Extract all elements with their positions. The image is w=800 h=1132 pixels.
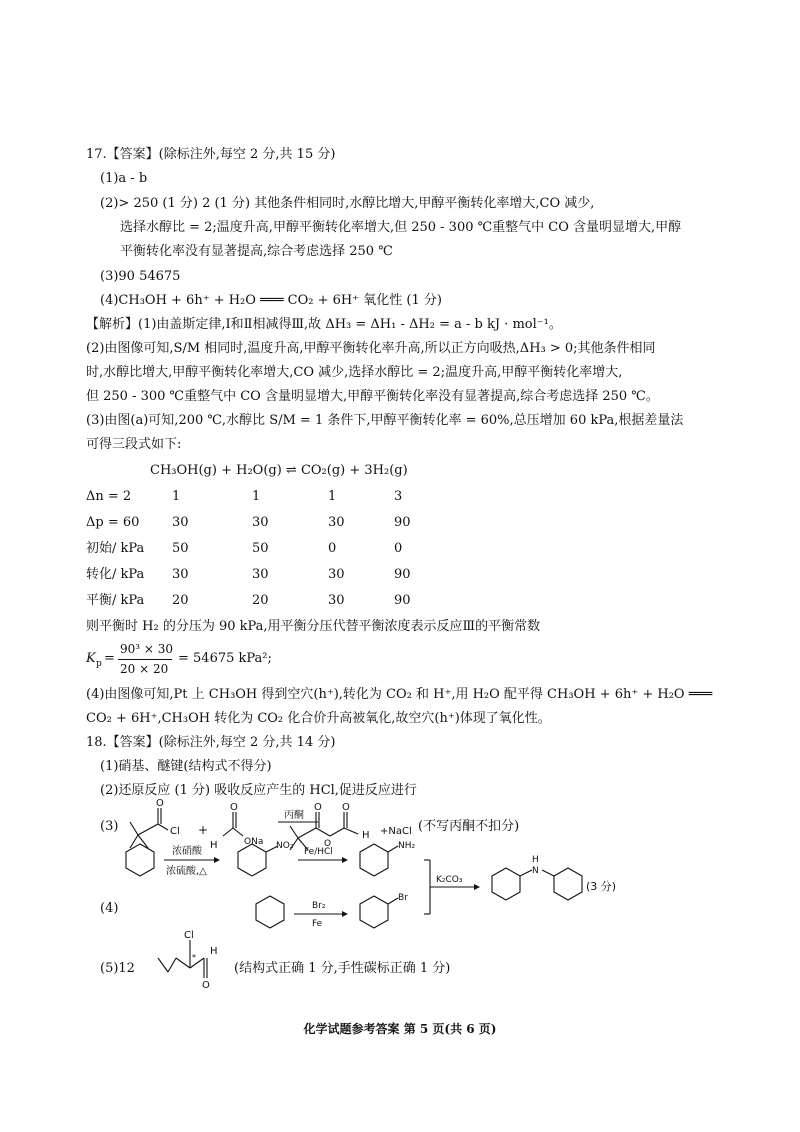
- row-label: 初始/ kPa: [86, 541, 145, 556]
- cell: 90: [394, 515, 411, 530]
- kp-symbol: K: [86, 651, 96, 666]
- amine-n-label: N: [532, 866, 539, 876]
- bromination-condition-top: Br₂: [312, 901, 326, 911]
- q18-answer-2: (2)还原反应 (1 分) 吸收反应产生的 HCl,促进反应进行: [100, 783, 417, 798]
- q18-answer-1: (1)硝基、醚键(结构式不得分): [100, 759, 272, 774]
- table-row: [0, 540, 800, 558]
- table-row: [0, 566, 800, 584]
- q17-answer-2-line2: 选择水醇比 = 2;温度升高,甲醇平衡转化率增大,但 250 - 300 ℃重整气中 CO 含量明显增大,甲醇: [120, 220, 682, 235]
- q18-answer-4-label: (4): [100, 901, 119, 916]
- benzene-ring: [360, 844, 388, 876]
- q17-answer-2-line3: 平衡转化率没有显著提高,综合考虑选择 250 ℃: [120, 244, 393, 259]
- cell: 30: [328, 515, 345, 530]
- arrow-head-icon: [214, 857, 220, 863]
- bromination-condition-bottom: Fe: [312, 919, 323, 929]
- cell: 30: [172, 515, 189, 530]
- table-row: [0, 514, 800, 532]
- cell: 20: [172, 593, 189, 608]
- nitration-condition-top: 浓硝酸: [172, 846, 202, 857]
- cell: 90: [394, 593, 411, 608]
- cell: 0: [328, 541, 337, 556]
- amino-label: NH₂: [398, 841, 416, 851]
- amine-h-label: H: [532, 855, 539, 865]
- cell: 1: [252, 489, 261, 504]
- q17-answer-4: (4)CH₃OH + 6h⁺ + H₂O ═══ CO₂ + 6H⁺ 氧化性 (1 分): [100, 293, 442, 308]
- carbonyl-o-label: O: [156, 798, 164, 809]
- chloro-label: Cl: [184, 930, 194, 941]
- cell: 30: [172, 567, 189, 582]
- cell: 0: [394, 541, 403, 556]
- cell: 50: [172, 541, 189, 556]
- coupling-condition: K₂CO₃: [436, 875, 463, 885]
- cell: 30: [328, 593, 345, 608]
- kp-denominator: 20 × 20: [120, 662, 169, 676]
- kp-result: = 54675 kPa²;: [178, 651, 272, 666]
- row-label: 转化/ kPa: [86, 567, 145, 582]
- cell: 3: [394, 489, 403, 504]
- cell: 30: [328, 567, 345, 582]
- chloride-label: Cl: [170, 826, 180, 837]
- q17-explain-2-line1: (2)由图像可知,S/M 相同时,温度升高,甲醇平衡转化率升高,所以正方向吸热,ΔH₃ > 0;其他条件相同: [86, 341, 656, 356]
- reduction-condition: Fe/HCl: [304, 847, 333, 857]
- nacl-label: +NaCl: [380, 826, 412, 837]
- q17-explain-3-line1: (3)由图(a)可知,200 ℃,水醇比 S/M = 1 条件下,甲醇平衡转化率 = 60%,总压增加 60 kPa,根据差量法: [86, 413, 684, 428]
- benzene-ring: [126, 844, 154, 876]
- benzene-ring: [238, 844, 266, 876]
- formate-o-label: O: [230, 802, 238, 813]
- table-row: [0, 592, 800, 610]
- terminal-h-label: H: [362, 830, 370, 841]
- cell: 30: [252, 515, 269, 530]
- arrow-head-icon: [474, 884, 480, 890]
- ona-label: ONa: [244, 837, 264, 847]
- chiral-carbon-mark: *: [192, 953, 196, 962]
- q17-explain-1: 【解析】(1)由盖斯定律,Ⅰ和Ⅱ相减得Ⅲ,故 ΔH₃ = ΔH₁ - ΔH₂ = a - b kJ · mol⁻¹。: [86, 317, 562, 332]
- q17-answer-2-line1: (2)> 250 (1 分) 2 (1 分) 其他条件相同时,水醇比增大,甲醇平衡转化率增大,CO 减少,: [100, 196, 595, 211]
- benzene-ring: [492, 868, 520, 900]
- page-footer: 化学试题参考答案 第 5 页(共 6 页): [303, 1022, 497, 1036]
- cell: 1: [172, 489, 181, 504]
- arrow-head-icon: [342, 911, 348, 917]
- benzene-ring: [256, 896, 284, 928]
- q17-explain-2-line3: 但 250 - 300 ℃重整气中 CO 含量明显增大,甲醇平衡转化率没有显著提高,综合考虑选择 250 ℃。: [86, 389, 659, 404]
- q17-header: 17.【答案】(除标注外,每空 2 分,共 15 分): [86, 147, 336, 162]
- q17-explain-2-line2: 时,水醇比增大,甲醇平衡转化率增大,CO 减少,选择水醇比 = 2;温度升高,甲醇平衡转化率增大,: [86, 365, 623, 380]
- q17-answer-3: (3)90 54675: [100, 269, 181, 284]
- cell: 1: [328, 489, 337, 504]
- benzene-ring: [554, 868, 582, 900]
- q17-explain-4-line1: (4)由图像可知,Pt 上 CH₃OH 得到空穴(h⁺),转化为 CO₂ 和 H⁺,用 H₂O 配平得 CH₃OH + 6h⁺ + H₂O ═══: [86, 687, 713, 702]
- row-label: 平衡/ kPa: [86, 593, 145, 608]
- chiral-aldehyde-structure: [150, 930, 230, 990]
- aldehyde-h-label: H: [210, 946, 218, 957]
- anhydride-o-label: O: [342, 802, 350, 813]
- ester-bridge-o-label: O: [324, 839, 332, 849]
- row-label: Δp = 60: [86, 515, 140, 530]
- q17-explain-3-line2: 可得三段式如下:: [86, 437, 182, 452]
- acetone-condition: 丙酮: [284, 810, 304, 821]
- nitration-condition-bottom: 浓硫酸,△: [166, 866, 207, 877]
- table-row: [0, 488, 800, 506]
- kp-numerator: 90³ × 30: [120, 642, 174, 656]
- q17-answer-1: (1)a - b: [100, 171, 148, 186]
- cell: 90: [394, 567, 411, 582]
- aldehyde-o-label: O: [202, 980, 210, 991]
- bromo-label: Br: [398, 893, 408, 903]
- q18-header: 18.【答案】(除标注外,每空 2 分,共 14 分): [86, 735, 336, 750]
- q18-answer-3-label: (3): [100, 819, 119, 834]
- benzene-ring: [360, 896, 388, 928]
- three-stage-equation: CH₃OH(g) + H₂O(g) ⇌ CO₂(g) + 3H₂(g): [150, 463, 408, 478]
- formate-h-label: H: [210, 840, 218, 851]
- acetone-note: (不写丙酮不扣分): [418, 819, 520, 834]
- cell: 50: [252, 541, 269, 556]
- cell: 20: [252, 593, 269, 608]
- cell: 30: [252, 567, 269, 582]
- q18-answer-5-note: (结构式正确 1 分,手性碳标正确 1 分): [234, 961, 451, 976]
- kp-subscript: p: [96, 659, 102, 669]
- row-label: Δn = 2: [86, 489, 132, 504]
- ester-o-label: O: [314, 802, 322, 813]
- route-score: (3 分): [586, 880, 617, 893]
- arrow-head-icon: [342, 857, 348, 863]
- kp-formula: K p = 90³ × 30 20 × 20 = 54675 kPa²;: [86, 642, 272, 676]
- q17-explain-4-line2: CO₂ + 6H⁺,CH₃OH 转化为 CO₂ 化合价升高被氧化,故空穴(h⁺)体现了氧化性。: [86, 711, 551, 726]
- q17-explain-3-line3: 则平衡时 H₂ 的分压为 90 kPa,用平衡分压代替平衡浓度表示反应Ⅲ的平衡常数: [86, 619, 541, 634]
- plus-sign: +: [198, 823, 209, 837]
- q18-answer-5-label: (5)12: [100, 961, 135, 976]
- nitro-label: NO₂: [276, 841, 294, 851]
